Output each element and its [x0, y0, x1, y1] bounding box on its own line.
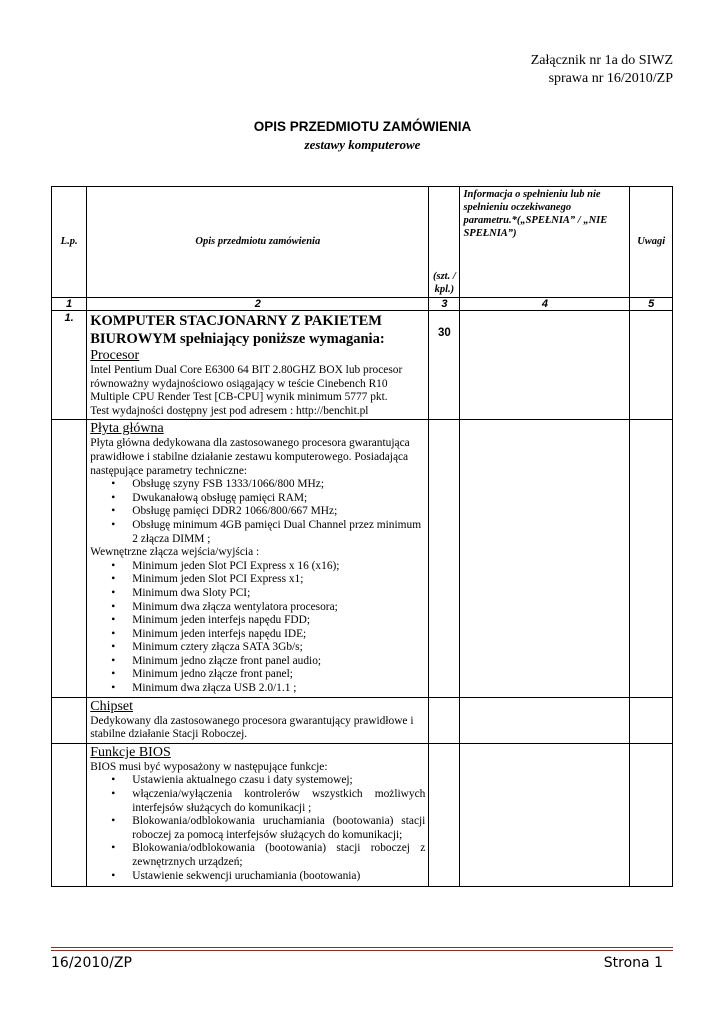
list-item: • Minimum jeden interfejs napędu IDE; — [132, 628, 425, 642]
empty-cell — [429, 743, 460, 886]
table-row — [52, 420, 673, 697]
procesor-text: Intel Pentium Dual Core E6300 64 BIT 2.80GHZ BOX lub procesor równoważny wydajnościowo osiągający w teście Cinebench R10 Multiple CPU Render Test [CB-CPU] wynik minimum 5777 pkt. — [90, 364, 403, 404]
page-title: OPIS PRZEDMIOTU ZAMÓWIENIA — [253, 119, 472, 134]
list-item: • Obsługę minimum 4GB pamięci Dual Channel przez minimum 2 złącza DIMM ; — [132, 519, 425, 546]
table-row — [52, 743, 673, 886]
info-cell — [460, 311, 630, 420]
info-cell — [460, 743, 630, 886]
header-opis: Opis przedmiotu zamówienia — [87, 187, 429, 298]
table-header-row — [52, 187, 673, 298]
list-item: • Ustawienia aktualnego czasu i daty systemowej; — [132, 774, 425, 788]
footer-case-number: 16/2010/ZP — [51, 955, 132, 971]
column-number: 5 — [630, 298, 673, 311]
plyta-section — [87, 420, 429, 697]
footer-page-number: Strona 1 — [603, 955, 663, 971]
list-item: • Minimum jedno złącze front panel; — [132, 668, 425, 682]
item-lp: 1. — [52, 311, 87, 420]
section-heading: Funkcje BIOS — [90, 744, 171, 760]
table-row — [52, 311, 673, 420]
header-lp: L.p. — [52, 187, 87, 298]
empty-cell — [52, 743, 87, 886]
section-heading: Płyta główna — [90, 421, 164, 437]
list-item: • Blokowania/odblokowania (bootowania) stacji roboczej z zewnętrznych urządzeń; — [132, 842, 425, 869]
connectors-label: Wewnętrzne złącza wejścia/wyjścia : — [90, 546, 260, 559]
uwagi-cell — [630, 311, 673, 420]
header-info: Informacja o spełnieniu lub nie spełnieniu oczekiwanego parametru.*(„SPEŁNIA” / „NIE SPEŁNIA”) — [460, 187, 630, 298]
uwagi-cell — [630, 697, 673, 743]
bios-list — [90, 774, 425, 883]
list-item: • Obsługę pamięci DDR2 1066/800/667 MHz; — [132, 505, 425, 519]
plyta-params-list — [90, 478, 425, 546]
item-qty: 30 — [429, 311, 460, 420]
list-item: • Dwukanałową obsługę pamięci RAM; — [132, 492, 425, 506]
section-heading: Procesor — [90, 348, 140, 363]
header-uwagi: Uwagi — [630, 187, 673, 298]
list-item: • Minimum jeden Slot PCI Express x1; — [132, 573, 425, 587]
list-item: • Minimum dwa złącza USB 2.0/1.1 ; — [132, 682, 425, 696]
list-item: • Minimum jeden Slot PCI Express x 16 (x16); — [132, 560, 425, 574]
uwagi-cell — [630, 420, 673, 697]
column-number-row — [52, 298, 673, 311]
attachment-label: Załącznik nr 1a do SIWZ — [530, 53, 673, 68]
list-item: • Obsługę szyny FSB 1333/1066/800 MHz; — [132, 478, 425, 492]
column-number: 3 — [429, 298, 460, 311]
page-subtitle: zestawy komputerowe — [304, 137, 421, 152]
table-row — [52, 697, 673, 743]
list-item: • Minimum jedno złącze front panel audio; — [132, 655, 425, 669]
list-item: • włączenia/wyłączenia kontrolerów wszystkich możliwych interfejsów służących do komunikacji ; — [132, 788, 425, 815]
empty-cell — [429, 420, 460, 697]
list-item: • Ustawienie sekwencji uruchamiania (bootowania) — [132, 870, 425, 884]
uwagi-cell — [630, 743, 673, 886]
section-heading: Chipset — [90, 698, 134, 714]
info-cell — [460, 697, 630, 743]
empty-cell — [52, 697, 87, 743]
document-header — [531, 52, 673, 88]
chipset-section — [87, 697, 429, 743]
header-qty: (szt. / kpl.) — [429, 187, 460, 298]
column-number: 4 — [460, 298, 630, 311]
column-number: 2 — [87, 298, 429, 311]
bios-section — [87, 743, 429, 886]
empty-cell — [429, 697, 460, 743]
list-item: • Minimum dwa Sloty PCI; — [132, 587, 425, 601]
item-description — [87, 311, 429, 420]
footer-divider-thin — [51, 950, 673, 951]
list-item: • Blokowania/odblokowania uruchamiania (bootowania) stacji roboczej za pomocą interfejsów służących do komunikacji; — [132, 815, 425, 842]
plyta-intro: Płyta główna dedykowana dla zastosowanego procesora gwarantująca prawidłowe i stabilne działanie zestawu komputerowego. Posiadająca następujące parametry techniczne: — [90, 437, 410, 477]
specification-table — [51, 186, 673, 887]
procesor-test-text: Test wydajności dostępny jest pod adresem : http://benchit.pl — [90, 404, 369, 417]
connectors-list — [90, 560, 425, 696]
case-number: sprawa nr 16/2010/ZP — [548, 71, 673, 86]
footer-divider — [51, 947, 673, 948]
list-item: • Minimum dwa złącza wentylatora procesora; — [132, 601, 425, 615]
list-item: • Minimum cztery złącza SATA 3Gb/s; — [132, 641, 425, 655]
bios-intro: BIOS musi być wyposażony w następujące funkcje: — [90, 760, 328, 773]
item-title: KOMPUTER STACJONARNY Z PAKIETEM BIUROWYM spełniający poniższe wymagania: — [90, 313, 385, 347]
chipset-text: Dedykowany dla zastosowanego procesora gwarantujący prawidłowe i stabilne działanie Stacji Roboczej. — [90, 714, 414, 741]
empty-cell — [52, 420, 87, 697]
column-number: 1 — [52, 298, 87, 311]
list-item: • Minimum jeden interfejs napędu FDD; — [132, 614, 425, 628]
info-cell — [460, 420, 630, 697]
